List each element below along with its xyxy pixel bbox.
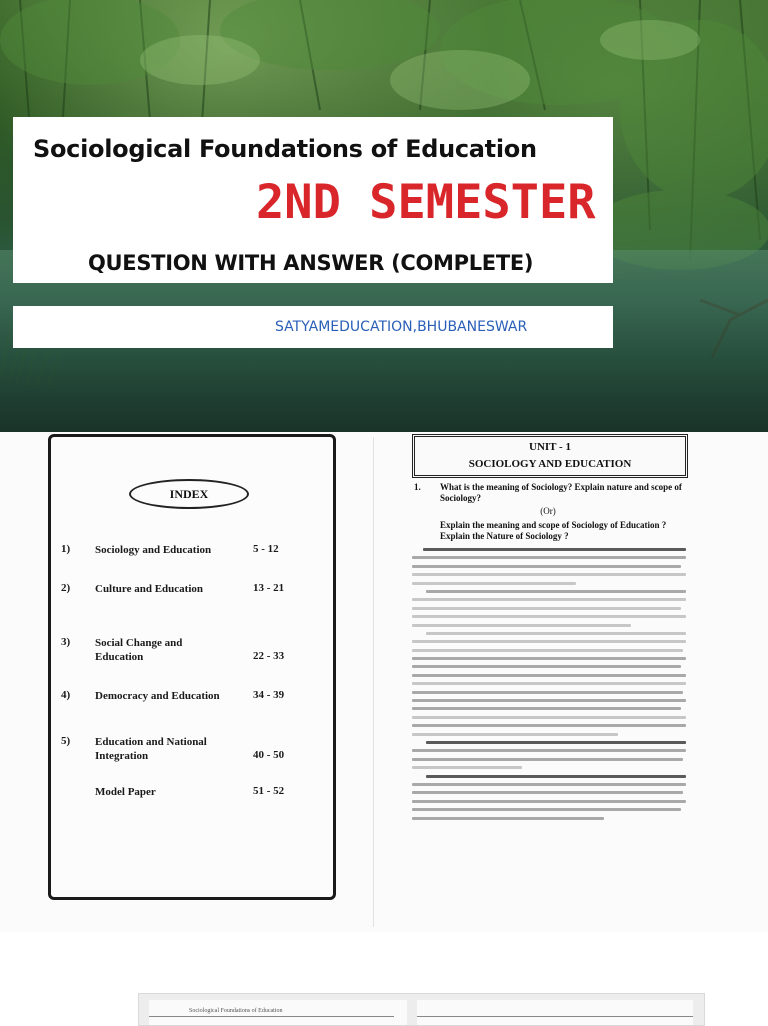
index-item-pages: 51 - 52 (253, 785, 285, 797)
cover-subtitle: QUESTION WITH ANSWER (COMPLETE) (88, 251, 534, 275)
index-item-number: 2) (61, 582, 71, 594)
index-item-pages: 34 - 39 (253, 689, 285, 701)
semester-heading: 2ND SEMESTER (256, 175, 596, 230)
next-page-rule (149, 1016, 394, 1017)
or-separator: (Or) (540, 506, 556, 516)
index-item-title: Education and National Integration (95, 736, 207, 762)
unit-page (408, 432, 688, 932)
next-right-page (417, 1000, 693, 1025)
index-item-number: 5) (61, 735, 71, 747)
index-item-pages: 40 - 50 (253, 749, 285, 761)
next-page-rule (417, 1016, 693, 1017)
cover-banner (0, 0, 768, 432)
cover-title: Sociological Foundations of Education (33, 135, 537, 163)
index-page (48, 434, 336, 900)
unit-number: UNIT - 1 (529, 441, 571, 453)
unit-header (412, 434, 688, 478)
index-item-pages: 5 - 12 (253, 543, 279, 555)
next-page-preview (138, 993, 705, 1026)
index-item-number: 4) (61, 689, 71, 701)
question-number: 1. (414, 482, 421, 492)
index-item-title: Social Change and Education (95, 637, 183, 663)
scanned-pages (0, 432, 768, 932)
publisher-name: SATYAMEDUCATION,BHUBANESWAR (275, 319, 528, 335)
index-item-number: 1) (61, 543, 71, 555)
publisher-panel (13, 306, 613, 348)
title-panel (13, 117, 613, 283)
index-item-title: Democracy and Education (95, 690, 220, 702)
index-item-number: 3) (61, 636, 71, 648)
index-item-pages: 13 - 21 (253, 582, 285, 594)
index-item-title: Model Paper (95, 786, 156, 798)
question-text: What is the meaning of Sociology? Explain nature and scope of Sociology? (440, 482, 682, 503)
index-item-title: Sociology and Education (95, 544, 212, 556)
next-page-header: Sociological Foundations of Education (189, 1008, 283, 1014)
index-item-title: Culture and Education (95, 583, 203, 595)
question-alt-text: Explain the meaning and scope of Sociology of Education ? Explain the Nature of Sociology ? (440, 520, 667, 541)
index-heading: INDEX (129, 479, 249, 509)
answer-body-scan (412, 548, 686, 825)
unit-title: SOCIOLOGY AND EDUCATION (468, 458, 632, 470)
index-item-pages: 22 - 33 (253, 650, 285, 662)
page-gutter (373, 437, 374, 927)
